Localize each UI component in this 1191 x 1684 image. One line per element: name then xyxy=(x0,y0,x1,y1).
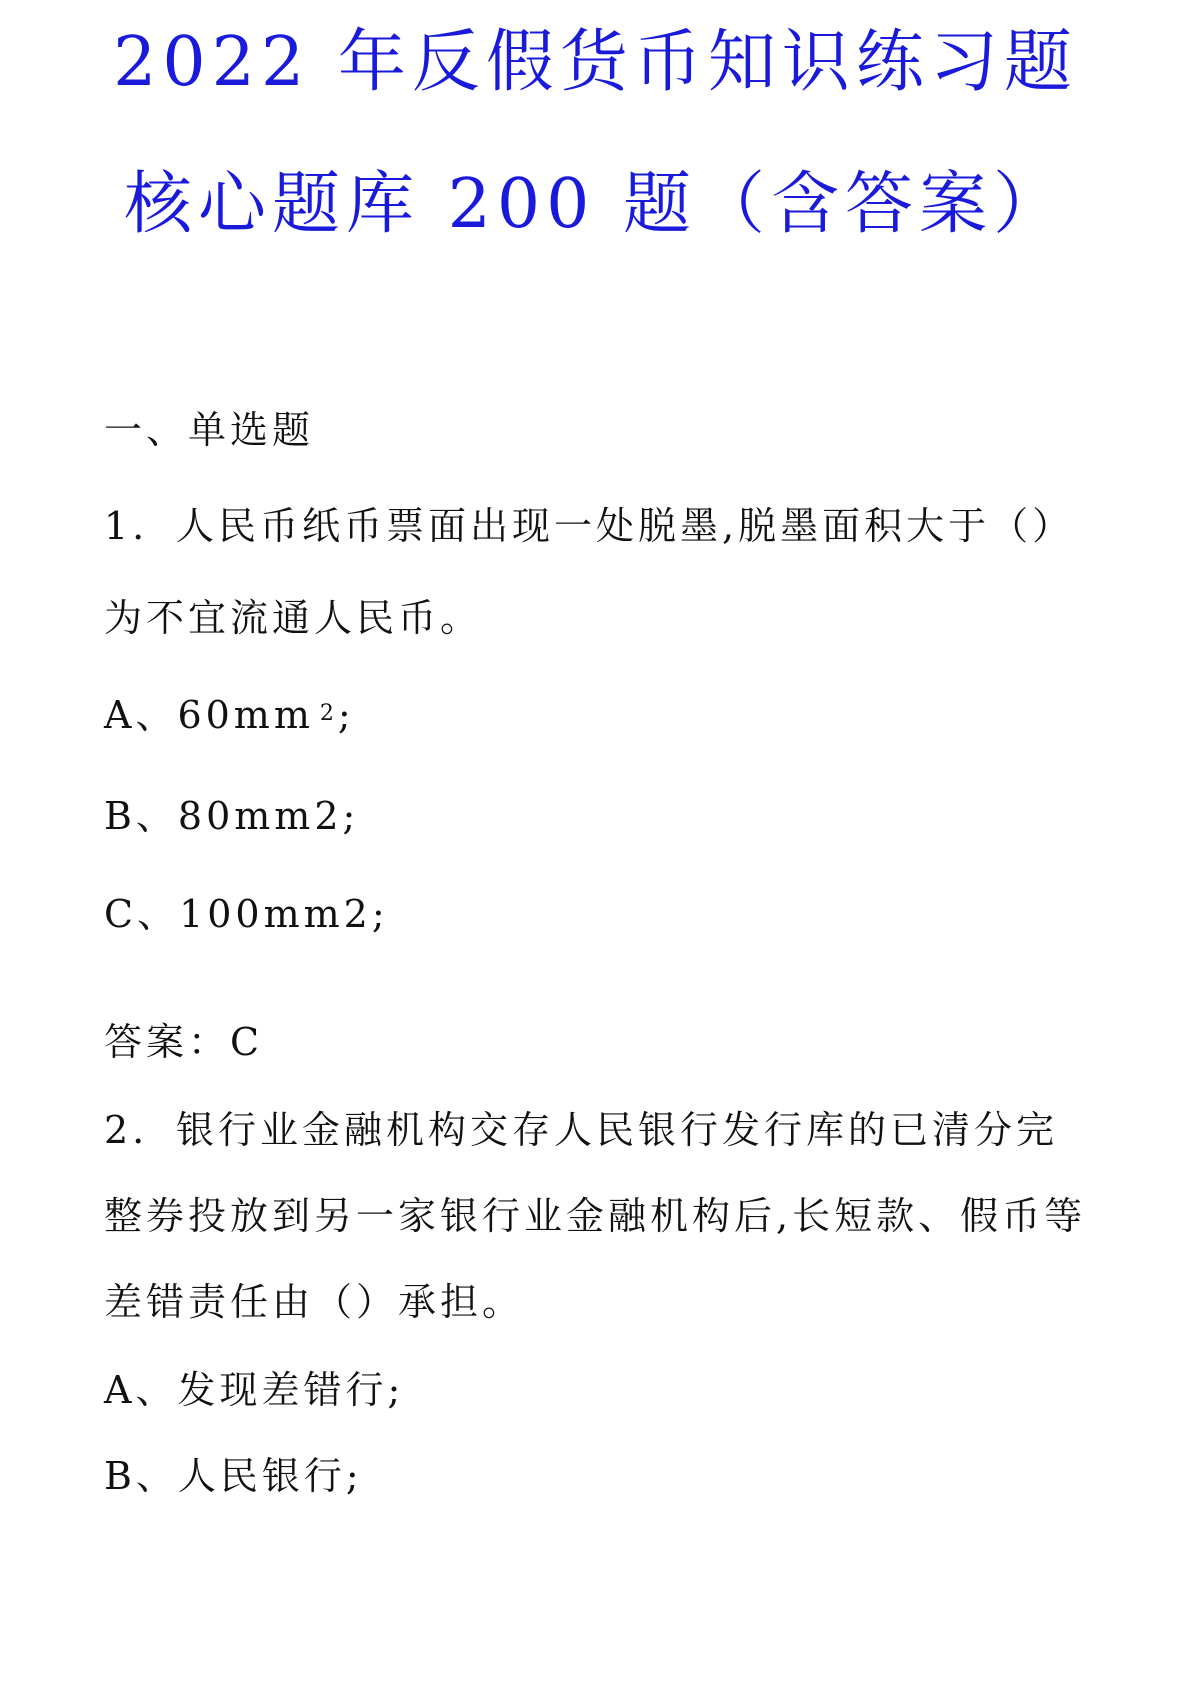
question-2-option-a: A、发现差错行; xyxy=(104,1368,405,1412)
question-1-text-line-1: 人民币纸币票面出现一处脱墨,脱墨面积大于（） xyxy=(176,504,1075,548)
question-1-line-1 xyxy=(104,502,1074,550)
document-title-line-2: 核心题库 200 题（含答案） xyxy=(123,165,1068,244)
section-heading: 一、单选题 xyxy=(104,408,315,452)
question-2-line-1 xyxy=(104,1106,1058,1154)
question-2-text-line-3: 差错责任由（）承担。 xyxy=(104,1280,525,1324)
question-1-option-b: B、80mm2; xyxy=(104,794,360,838)
option-a-text: A、60mm xyxy=(104,693,314,737)
question-1-option-c: C、100mm2; xyxy=(104,892,389,936)
question-2-text-line-2: 整券投放到另一家银行业金融机构后,长短款、假币等 xyxy=(104,1194,1087,1238)
question-1-number: 1. xyxy=(104,504,149,548)
option-a-superscript: 2 xyxy=(319,701,338,726)
question-2-option-b: B、人民银行; xyxy=(104,1454,363,1498)
document-title-line-1: 2022 年反假货币知识练习题 xyxy=(113,23,1078,102)
question-2-text-line-1: 银行业金融机构交存人民银行发行库的已清分完 xyxy=(176,1108,1059,1152)
question-1-answer: 答案：C xyxy=(104,1020,264,1064)
question-1-option-a xyxy=(104,690,355,739)
option-a-suffix: ; xyxy=(337,693,355,737)
question-1-text-line-2: 为不宜流通人民币。 xyxy=(104,596,483,640)
question-2-number: 2. xyxy=(104,1108,149,1152)
